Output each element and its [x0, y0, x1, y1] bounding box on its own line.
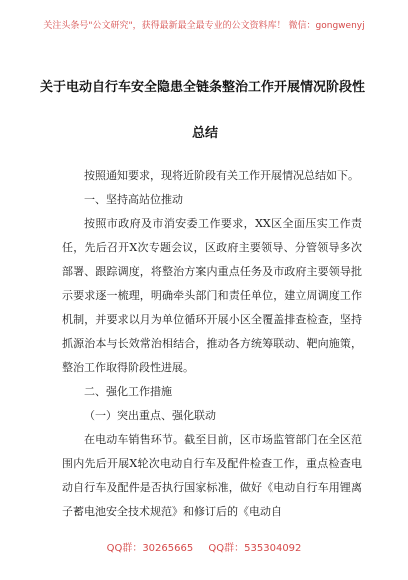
header-promo-note: 关注头条号"公文研究"，获得最新最全最专业的公文资料库！ 微信：gongwenyj	[43, 21, 365, 31]
document-body	[62, 164, 362, 524]
section-heading-1: 一、坚持高站位推动	[84, 193, 183, 206]
body-paragraph: 按照市政府及市消安委工作要求，XX区全面压实工作责任，先后召开X次专题会议，区政府主要领导、分管领导多次部署、跟踪调度，将整治方案内重点任务及市政府主要领导批示要求逐一梳理，明确牵头部门和责任单位，建立周调度工作机制，并要求以月为单位循环开展小区全覆盖排查检查，坚持抓源治本与长效常治相结合，推动各方统筹联动、靶向施策，整治工作取得阶段性进展。	[62, 217, 362, 374]
document-title-line-1: 关于电动自行车安全隐患全链条整治工作开展情况阶段性	[40, 80, 366, 95]
intro-paragraph: 按照通知要求，现将近阶段有关工作开展情况总结如下。	[84, 169, 359, 182]
subsection-heading-1: （一）突出重点、强化联动	[84, 409, 216, 422]
footer-contact	[0, 539, 408, 554]
footer-qq-group-1: QQ群：30265665	[106, 543, 194, 554]
section-heading-2: 二、强化工作措施	[84, 385, 172, 398]
body-paragraph: 在电动车销售环节。截至目前，区市场监管部门在全区范围内先后开展X轮次电动自行车及配件检查工作，重点检查电动自行车及配件是否执行国家标准，做好《电动自行车用锂离子蓄电池安全技术规范》和修订后的《电动自	[62, 433, 362, 518]
document-title-line-2: 总结	[191, 126, 218, 141]
footer-qq-group-2: QQ群：535304092	[208, 543, 302, 554]
